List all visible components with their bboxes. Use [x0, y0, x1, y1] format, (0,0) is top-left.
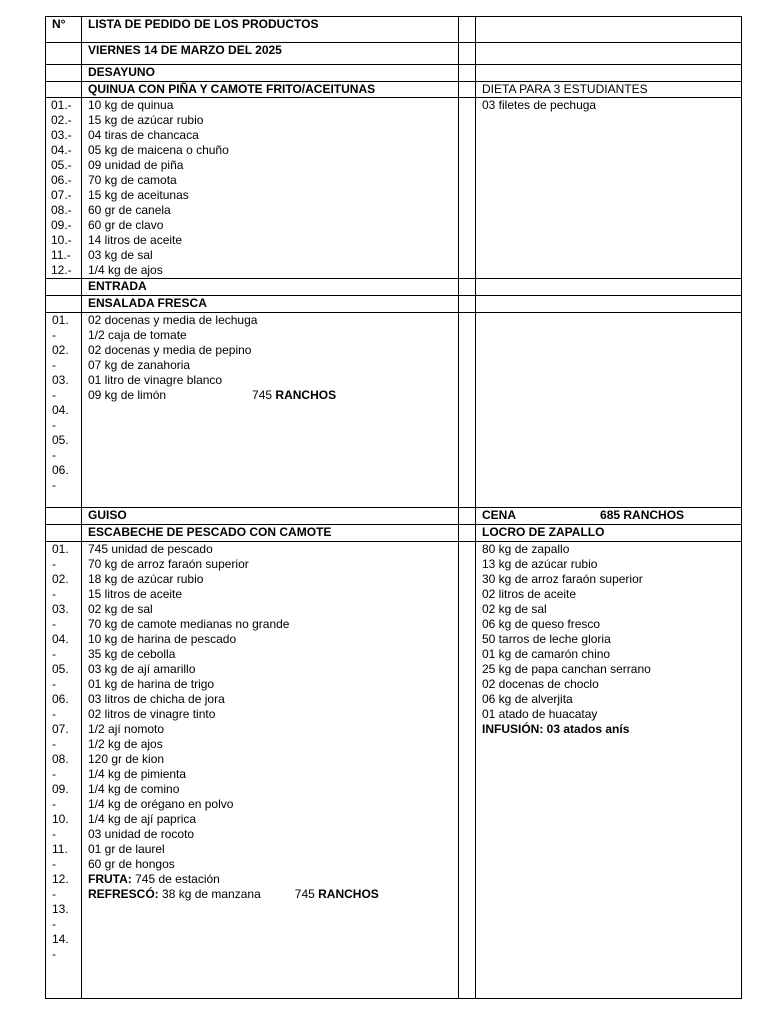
desayuno-items	[82, 98, 459, 279]
list-item: 01 kg de harina de trigo	[88, 677, 215, 691]
header-row-date	[46, 43, 742, 65]
list-item: 02 litros de vinagre tinto	[88, 707, 216, 721]
item-number: 14.	[52, 932, 69, 946]
item-number: 08.	[52, 752, 69, 766]
item-number: 06.	[52, 692, 69, 706]
list-item: 02 docenas y media de lechuga	[88, 313, 258, 327]
list-item: 02 docenas de choclo	[482, 677, 599, 691]
list-item: 18 kg de azúcar rubio	[88, 572, 204, 586]
guiso-items-row	[46, 542, 742, 999]
item-number-dash: -	[52, 587, 56, 601]
item-number: 10.-	[51, 233, 72, 247]
refresco-value: 38 kg de manzana	[162, 887, 261, 901]
section-entrada: ENTRADA	[82, 279, 459, 296]
list-item: 02 kg de sal	[88, 602, 153, 616]
item-number-dash: -	[52, 617, 56, 631]
item-number: 08.-	[51, 203, 72, 217]
list-item: 04 tiras de chancaca	[88, 128, 199, 142]
list-item: 60 gr de hongos	[88, 857, 175, 871]
fruta-value: 745 de estación	[135, 872, 220, 886]
diet-label: DIETA PARA 3 ESTUDIANTES	[476, 82, 742, 98]
list-item: 01 litro de vinagre blanco	[88, 373, 223, 387]
ranchos-word: RANCHOS	[318, 887, 379, 901]
cena-dish: LOCRO DE ZAPALLO	[476, 525, 742, 542]
item-number-dash: -	[52, 797, 56, 811]
item-number-dash: -	[52, 448, 56, 462]
list-item: 03 kg de sal	[88, 248, 153, 262]
guiso-items	[82, 542, 459, 999]
list-item: 14 litros de aceite	[88, 233, 183, 247]
list-item: 1/4 kg de pimienta	[88, 767, 187, 781]
item-number-dash: -	[52, 917, 56, 931]
item-number: 02.-	[51, 113, 72, 127]
item-number-dash: -	[52, 557, 56, 571]
item-number-dash: -	[52, 388, 56, 402]
list-item: 1/4 kg de orégano en polvo	[88, 797, 234, 811]
list-item: 50 tarros de leche gloria	[482, 632, 611, 646]
item-number: 07.-	[51, 188, 72, 202]
desayuno-row	[46, 65, 742, 82]
section-guiso: GUISO	[82, 508, 459, 525]
item-number-dash: -	[52, 328, 56, 342]
list-item: 30 kg de arroz faraón superior	[482, 572, 643, 586]
item-number-dash: -	[52, 707, 56, 721]
cena-ranchos: 685 RANCHOS	[600, 508, 685, 522]
list-item: 1/2 caja de tomate	[88, 328, 187, 342]
list-item: 10 kg de harina de pescado	[88, 632, 237, 646]
list-item: 01 kg de camarón chino	[482, 647, 611, 661]
list-item: 80 kg de zapallo	[482, 542, 570, 556]
list-item: 70 kg de camota	[88, 173, 177, 187]
entrada-dish-row	[46, 296, 742, 313]
list-item: 03 kg de ají amarillo	[88, 662, 196, 676]
list-item: 10 kg de quinua	[88, 98, 174, 112]
ranchos-word: RANCHOS	[275, 388, 337, 402]
item-number: 03.-	[51, 128, 72, 142]
list-item: 07 kg de zanahoria	[88, 358, 191, 372]
list-item: 1/4 kg de ají paprica	[88, 812, 197, 826]
item-number: 12.	[52, 872, 69, 886]
infusion-line: INFUSIÓN: 03 atados anís	[482, 722, 630, 736]
item-number-dash: -	[52, 947, 56, 961]
list-item: 02 docenas y media de pepino	[88, 343, 252, 357]
item-number-dash: -	[52, 418, 56, 432]
fruta-line	[88, 872, 458, 887]
entrada-items-row	[46, 313, 742, 508]
desayuno-dish: QUINUA CON PIÑA Y CAMOTE FRITO/ACEITUNAS	[82, 82, 459, 98]
list-item: 03 unidad de rocoto	[88, 827, 195, 841]
desayuno-dish-row	[46, 82, 742, 98]
item-number-dash: -	[52, 647, 56, 661]
item-number-dash: -	[52, 887, 56, 901]
list-item: 15 litros de aceite	[88, 587, 183, 601]
item-number: 09.	[52, 782, 69, 796]
number-column-header: N°	[46, 17, 82, 43]
item-number: 03.	[52, 373, 69, 387]
item-number: 05.-	[51, 158, 72, 172]
list-item: 09 unidad de piña	[88, 158, 184, 172]
list-item: 13 kg de azúcar rubio	[482, 557, 598, 571]
guiso-ranchos	[295, 887, 379, 902]
entrada-row	[46, 279, 742, 296]
list-item: 1/4 kg de comino	[88, 782, 180, 796]
list-item: 02 litros de aceite	[482, 587, 577, 601]
list-item: 70 kg de camote medianas no grande	[88, 617, 290, 631]
list-item: 35 kg de cebolla	[88, 647, 176, 661]
section-cena	[476, 508, 742, 525]
list-item: 03 litros de chicha de jora	[88, 692, 225, 706]
list-item-text: 09 kg de limón	[88, 388, 167, 402]
item-number-dash: -	[52, 677, 56, 691]
list-item: 25 kg de papa canchan serrano	[482, 662, 651, 676]
cena-items	[476, 542, 742, 999]
list-item: 15 kg de azúcar rubio	[88, 113, 204, 127]
list-item: 06 kg de alverjita	[482, 692, 573, 706]
item-number-dash: -	[52, 737, 56, 751]
header-row-title	[46, 17, 742, 43]
list-item: 1/2 ají nomoto	[88, 722, 165, 736]
fruta-label: FRUTA:	[88, 872, 132, 886]
guiso-numbers	[46, 542, 82, 999]
item-number: 13.	[52, 902, 69, 916]
desayuno-items-row	[46, 98, 742, 279]
item-number: 06.	[52, 463, 69, 477]
item-number-dash: -	[52, 478, 56, 492]
desayuno-numbers	[46, 98, 82, 279]
list-item: 06 kg de queso fresco	[482, 617, 601, 631]
ranchos-number: 745	[252, 388, 273, 402]
item-number: 01.-	[51, 98, 72, 112]
item-number: 04.	[52, 632, 69, 646]
item-number: 01.	[52, 542, 69, 556]
item-number: 07.	[52, 722, 69, 736]
order-table	[45, 16, 742, 999]
item-number: 05.	[52, 662, 69, 676]
diet-items	[476, 98, 742, 279]
entrada-items	[82, 313, 459, 508]
item-number: 02.	[52, 572, 69, 586]
refresco-line	[88, 887, 458, 902]
list-item: 60 gr de clavo	[88, 218, 164, 232]
list-item: 1/2 kg de ajos	[88, 737, 163, 751]
list-item: 1/4 kg de ajos	[88, 263, 163, 277]
item-number-dash: -	[52, 827, 56, 841]
guiso-dish-row	[46, 525, 742, 542]
ranchos-number: 745	[294, 887, 315, 901]
item-number: 01.	[52, 313, 69, 327]
document-title: LISTA DE PEDIDO DE LOS PRODUCTOS	[82, 17, 459, 43]
item-number: 12.-	[51, 263, 72, 277]
item-number: 03.	[52, 602, 69, 616]
entrada-dish: ENSALADA FRESCA	[82, 296, 459, 313]
item-number: 11.	[52, 842, 68, 856]
list-item: 01 atado de huacatay	[482, 707, 598, 721]
entrada-ranchos	[252, 388, 336, 403]
item-number: 10.	[52, 812, 69, 826]
list-item	[88, 388, 458, 403]
document-date: VIERNES 14 DE MARZO DEL 2025	[82, 43, 459, 65]
entrada-numbers	[46, 313, 82, 508]
item-number: 04.	[52, 403, 69, 417]
list-item: 02 kg de sal	[482, 602, 547, 616]
list-item: 01 gr de laurel	[88, 842, 165, 856]
item-number-dash: -	[52, 767, 56, 781]
list-item: 120 gr de kion	[88, 752, 165, 766]
refresco-label: REFRESCÓ:	[88, 887, 159, 901]
list-item: 745 unidad de pescado	[88, 542, 213, 556]
item-number: 02.	[52, 343, 69, 357]
cena-label: CENA	[482, 508, 517, 522]
list-item: 15 kg de aceitunas	[88, 188, 189, 202]
item-number: 04.-	[51, 143, 72, 157]
list-item: 03 filetes de pechuga	[482, 98, 597, 112]
guiso-row	[46, 508, 742, 525]
item-number: 06.-	[51, 173, 72, 187]
item-number-dash: -	[52, 857, 56, 871]
item-number-dash: -	[52, 358, 56, 372]
section-desayuno: DESAYUNO	[82, 65, 459, 82]
guiso-dish: ESCABECHE DE PESCADO CON CAMOTE	[82, 525, 459, 542]
list-item: 70 kg de arroz faraón superior	[88, 557, 249, 571]
list-item: 60 gr de canela	[88, 203, 171, 217]
item-number: 05.	[52, 433, 69, 447]
item-number: 09.-	[51, 218, 72, 232]
item-number: 11.-	[51, 248, 71, 262]
list-item: 05 kg de maicena o chuño	[88, 143, 229, 157]
